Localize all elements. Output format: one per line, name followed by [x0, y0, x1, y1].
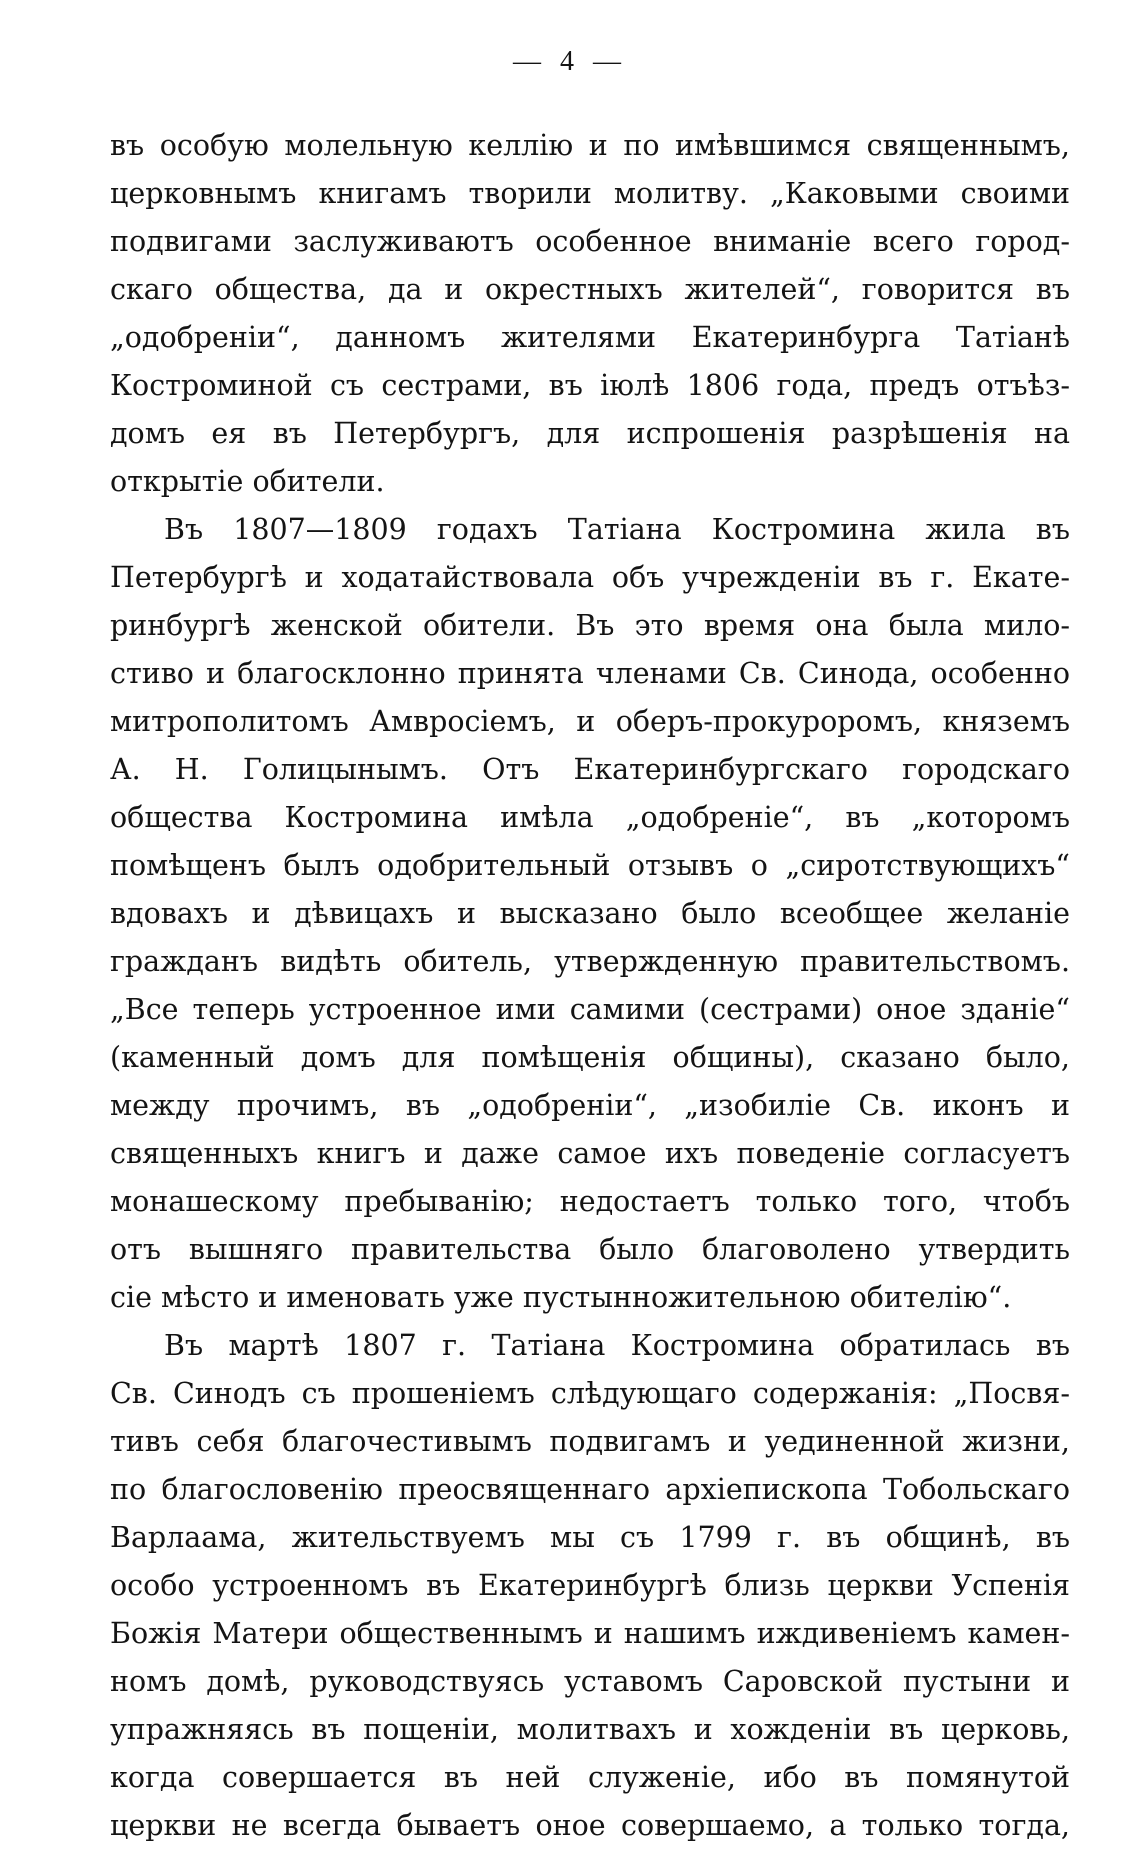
text-line: Костроминой съ сестрами, въ іюлѣ 1806 года, предъ отъѣз-: [110, 369, 1070, 402]
text-line: когда совершается въ ней служеніе, ибо въ помянутой: [110, 1761, 1070, 1794]
text-line: по благословенію преосвященнаго архіепископа Тобольскаго: [110, 1473, 1070, 1506]
text-line: Варлаама, жительствуемъ мы съ 1799 г. въ общинѣ, въ: [110, 1521, 1070, 1554]
text-line: Божія Матери общественнымъ и нашимъ иждивеніемъ камен-: [110, 1617, 1070, 1650]
text-line: Св. Синодъ съ прошеніемъ слѣдующаго содержанія: „Посвя-: [110, 1377, 1070, 1410]
text-line-paragraph-end: открытіе обители.: [110, 465, 385, 498]
text-line: особо устроенномъ въ Екатеринбургѣ близь церкви Успенія: [110, 1569, 1070, 1602]
text-line: подвигами заслуживаютъ особенное вниманіе всего город-: [110, 225, 1070, 258]
text-line: монашескому пребыванію; недостаетъ только того, чтобъ: [110, 1185, 1070, 1218]
text-line-paragraph-end: сіе мѣсто и именовать уже пустынножительною обителію“.: [110, 1281, 1012, 1314]
text-line: „Все теперь устроенное ими самими (сестрами) оное зданіе“: [110, 993, 1070, 1026]
text-line: номъ домѣ, руководствуясь уставомъ Саровской пустыни и: [110, 1665, 1070, 1698]
text-line: ринбургѣ женской обители. Въ это время она была мило-: [110, 609, 1070, 642]
text-line: помѣщенъ былъ одобрительный отзывъ о „сиротствующихъ“: [110, 849, 1070, 882]
text-line: тивъ себя благочестивымъ подвигамъ и уединенной жизни,: [110, 1425, 1070, 1458]
text-line: (каменный домъ для помѣщенія общины), сказано было,: [110, 1041, 1070, 1074]
text-line: священныхъ книгъ и даже самое ихъ поведеніе согласуетъ: [110, 1137, 1070, 1170]
text-line: въ особую молельную келлію и по имѣвшимся священнымъ,: [110, 129, 1070, 162]
text-line: вдовахъ и дѣвицахъ и высказано было всеобщее желаніе: [110, 897, 1070, 930]
text-line-paragraph-start: Въ мартѣ 1807 г. Татіана Костромина обратилась въ: [164, 1329, 1070, 1362]
text-line: гражданъ видѣть обитель, утвержденную правительствомъ.: [110, 945, 1070, 978]
text-line: скаго общества, да и окрестныхъ жителей“, говорится въ: [110, 273, 1070, 306]
text-line: стиво и благосклонно принята членами Св. Синода, особенно: [110, 657, 1070, 690]
text-line-paragraph-start: Въ 1807—1809 годахъ Татіана Костромина жила въ: [164, 513, 1070, 546]
text-line: упражняясь въ пощеніи, молитвахъ и хожденіи въ церковь,: [110, 1713, 1070, 1746]
text-line: между прочимъ, въ „одобреніи“, „изобиліе Св. иконъ и: [110, 1089, 1070, 1122]
text-line: „одобреніи“, данномъ жителями Екатеринбурга Татіанѣ: [110, 321, 1070, 354]
body-text: [110, 122, 1070, 1850]
text-line: церкви не всегда бываетъ оное совершаемо, а только тогда,: [110, 1809, 1070, 1842]
page-number: — 4 —: [513, 46, 627, 77]
text-line: домъ ея въ Петербургъ, для испрошенія разрѣшенія на: [110, 417, 1070, 450]
text-line: А. Н. Голицынымъ. Отъ Екатеринбургскаго городскаго: [110, 753, 1070, 786]
text-line: общества Костромина имѣла „одобреніе“, въ „которомъ: [110, 801, 1070, 834]
text-line: церковнымъ книгамъ творили молитву. „Каковыми своими: [110, 177, 1070, 210]
text-line: отъ вышняго правительства было благоволено утвердить: [110, 1233, 1070, 1266]
text-line: Петербургѣ и ходатайствовала объ учрежденіи въ г. Екате-: [110, 561, 1070, 594]
text-line: митрополитомъ Амвросіемъ, и оберъ-прокуроромъ, княземъ: [110, 705, 1070, 738]
